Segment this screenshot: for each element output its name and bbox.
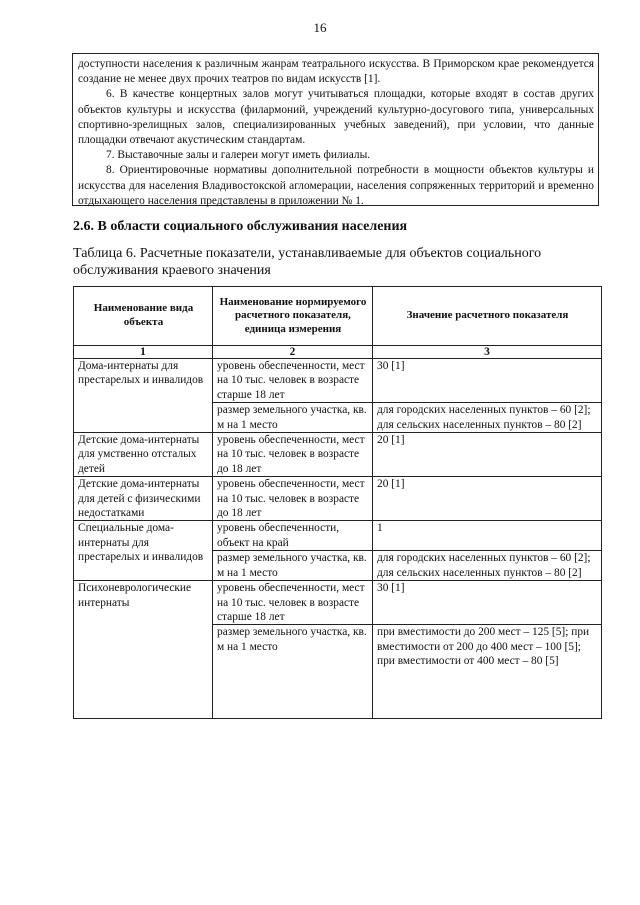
indicator-value: 30 [1] [373, 581, 602, 625]
paragraph-continued: доступности населения к различным жанрам театрального искусства. В Приморском крае рекомендуется создание не менее двух прочих театров по видам искусств [1]. [78, 58, 594, 86]
indicator-name: уровень обеспеченности, мест на 10 тыс. человек в возрасте до 18 лет [213, 477, 373, 521]
social-services-table [73, 286, 602, 719]
page-number: 16 [313, 20, 327, 35]
header-value: Значение расчетного показателя [373, 287, 602, 346]
paragraph-8: 8. Ориентировочные нормативы дополнительной потребности в мощности объектов культуры и искусства для населения Владивостокской агломерации, населения сопряженных территорий и временно отдыхающего населения представлены в приложении № 1. [78, 164, 594, 207]
indicator-name: размер земельного участка, кв. м на 1 место [213, 551, 373, 581]
paragraph-7: 7. Выставочные залы и галереи могут иметь филиалы. [106, 149, 371, 162]
indicator-value: 30 [1] [373, 359, 602, 403]
object-name: Специальные дома-интернаты для престарелых и инвалидов [74, 521, 213, 581]
indicator-value: для городских населенных пунктов – 60 [2]; для сельских населенных пунктов – 80 [2] [373, 551, 602, 581]
indicator-name: размер земельного участка, кв. м на 1 место [213, 403, 373, 433]
object-name: Дома-интернаты для престарелых и инвалидов [74, 359, 213, 433]
indicator-name: уровень обеспеченности, мест на 10 тыс. человек в возрасте старше 18 лет [213, 581, 373, 625]
object-name: Детские дома-интернаты для детей с физическими недостатками [74, 477, 213, 521]
table-row [74, 433, 602, 477]
indicator-value: при вместимости до 200 мест – 125 [5]; при вместимости от 200 до 400 мест – 100 [5]; при вместимости от 400 мест – 80 [5] [373, 625, 602, 719]
indicator-value: 20 [1] [373, 477, 602, 521]
object-name: Психоневрологические интернаты [74, 581, 213, 719]
boxed-text [72, 53, 599, 206]
table-row [74, 359, 602, 403]
paragraph-6: 6. В качестве концертных залов могут учитываться площадки, которые входят в состав других объектов культуры и искусства (филармоний, учреждений культурно-досугового типа, универсальных спортивно-зрелищных залов, специализированных учебных заведений), при условии, что данные площадки отвечают акустическим стандартам. [78, 88, 594, 147]
column-number-row [74, 346, 602, 359]
section-title: 2.6. В области социального обслуживания населения [73, 219, 408, 234]
table-header-row [74, 287, 602, 346]
table-row [74, 477, 602, 521]
header-object: Наименование вида объекта [74, 287, 213, 346]
table-row [74, 581, 602, 625]
column-number: 3 [373, 346, 602, 359]
object-name: Детские дома-интернаты для умственно отсталых детей [74, 433, 213, 477]
indicator-name: уровень обеспеченности, мест на 10 тыс. человек в возрасте старше 18 лет [213, 359, 373, 403]
indicator-value: 20 [1] [373, 433, 602, 477]
table-row [74, 521, 602, 551]
indicator-name: уровень обеспеченности, мест на 10 тыс. человек в возрасте до 18 лет [213, 433, 373, 477]
header-indicator: Наименование нормируемого расчетного показателя, единица измерения [213, 287, 373, 346]
indicator-name: уровень обеспеченности, объект на край [213, 521, 373, 551]
table-caption: Таблица 6. Расчетные показатели, устанавливаемые для объектов социального обслуживания краевого значения [73, 246, 542, 278]
column-number: 1 [74, 346, 213, 359]
column-number: 2 [213, 346, 373, 359]
indicator-value: для городских населенных пунктов – 60 [2]; для сельских населенных пунктов – 80 [2] [373, 403, 602, 433]
indicator-value: 1 [373, 521, 602, 551]
indicator-name: размер земельного участка, кв. м на 1 место [213, 625, 373, 719]
